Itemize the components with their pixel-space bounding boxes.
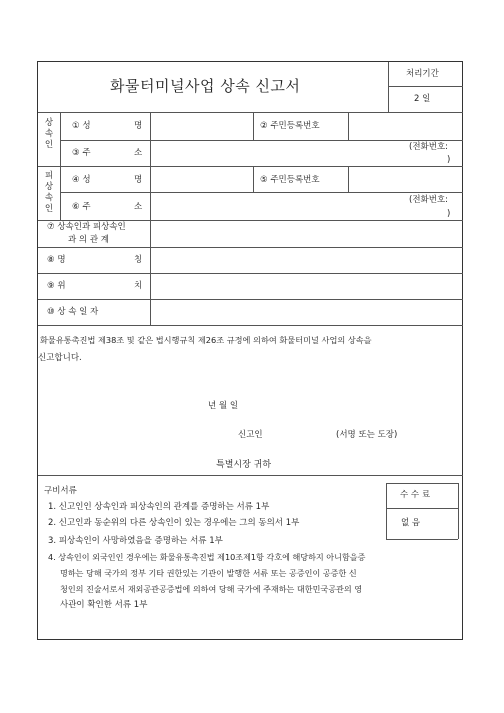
divider bbox=[38, 247, 463, 248]
heir-phone-close: ) bbox=[447, 155, 451, 165]
date-line: 년 월 일 bbox=[208, 401, 239, 411]
relation-label-line2: 과 의 관 계 bbox=[68, 235, 109, 245]
deceased-id-label: ⑤ 주민등록번호 bbox=[260, 175, 320, 185]
required-doc-item: 사관이 확인한 서류 1부 bbox=[60, 600, 148, 610]
divider bbox=[60, 192, 463, 193]
relation-label-line1: ⑦ 상속인과 피상속인 bbox=[47, 222, 126, 232]
divider bbox=[38, 273, 463, 274]
heir-phone-label: (전화번호: bbox=[409, 142, 449, 152]
location-label-end: 치 bbox=[134, 281, 143, 291]
deceased-address-label-end: 소 bbox=[134, 202, 143, 212]
fee-label: 수 수 료 bbox=[400, 490, 431, 500]
recipient-label: 특별시장 귀하 bbox=[216, 460, 272, 470]
heir-address-label-end: 소 bbox=[134, 148, 143, 158]
heir-id-label: ② 주민등록번호 bbox=[260, 121, 320, 131]
divider bbox=[386, 483, 458, 484]
required-doc-item: 4. 상속인이 외국인인 경우에는 화물유통촉진법 제10조제1항 각호에 해당하지 아니함을증 bbox=[48, 552, 366, 562]
required-doc-item: 1. 신고인인 상속인과 피상속인의 관계를 증명하는 서류 1부 bbox=[48, 502, 270, 512]
divider bbox=[38, 220, 463, 221]
declarant-label: 신고인 bbox=[238, 430, 263, 440]
required-doc-item: 청인의 진술서로서 재외공관공증법에 의하여 당해 국가에 주재하는 대한민국공관의 영 bbox=[60, 584, 363, 594]
divider bbox=[38, 475, 463, 476]
deceased-address-label: ⑥ 주 bbox=[72, 202, 91, 212]
divider bbox=[386, 483, 387, 539]
divider bbox=[386, 539, 458, 540]
divider bbox=[38, 325, 463, 326]
divider bbox=[38, 112, 463, 113]
location-label: ⑨ 위 bbox=[47, 281, 66, 291]
divider bbox=[388, 86, 463, 87]
declaration-line2: 신고합니다. bbox=[38, 353, 82, 363]
divider bbox=[60, 140, 463, 141]
divider bbox=[348, 112, 349, 140]
required-doc-item: 3. 피상속인이 사망하였음을 증명하는 서류 1부 bbox=[48, 536, 223, 546]
divider bbox=[60, 112, 61, 220]
divider bbox=[348, 166, 349, 192]
heir-section-label: 상속인 bbox=[44, 118, 54, 150]
divider bbox=[38, 166, 463, 167]
inheritance-date-label: ⑩ 상 속 일 자 bbox=[47, 307, 99, 317]
divider bbox=[458, 483, 459, 539]
declaration-line1: 화물유통촉진법 제38조 및 같은 법시행규칙 제26조 규정에 의하여 화물터미널 사업의 상속을 bbox=[40, 335, 372, 345]
heir-name-label: ① 성 bbox=[72, 121, 91, 131]
processing-period-value: 2 일 bbox=[414, 94, 431, 104]
heir-address-label: ③ 주 bbox=[72, 148, 91, 158]
deceased-phone-label: (전화번호: bbox=[409, 195, 449, 205]
required-doc-item: 2. 신고인과 동순위의 다른 상속인이 있는 경우에는 그의 동의서 1부 bbox=[48, 518, 300, 528]
processing-period-label: 처리기간 bbox=[406, 69, 439, 79]
heir-name-label-end: 명 bbox=[134, 121, 143, 131]
divider bbox=[38, 299, 463, 300]
deceased-name-label: ④ 성 bbox=[72, 175, 91, 185]
business-name-label: ⑧ 명 bbox=[47, 255, 66, 265]
fee-value: 없 음 bbox=[401, 518, 421, 528]
required-doc-item: 명하는 당해 국가의 정부 기타 권한있는 기관이 발행한 서류 또는 공증인이 공증한 신 bbox=[60, 568, 357, 578]
deceased-section-label: 피상속인 bbox=[44, 171, 54, 214]
divider bbox=[150, 112, 151, 325]
divider bbox=[253, 112, 254, 140]
divider bbox=[386, 508, 458, 509]
deceased-phone-close: ) bbox=[447, 209, 451, 219]
signature-label: (서명 또는 도장) bbox=[336, 430, 398, 440]
form-title: 화물터미널사업 상속 신고서 bbox=[110, 77, 301, 95]
required-docs-heading: 구비서류 bbox=[44, 486, 77, 496]
deceased-name-label-end: 명 bbox=[134, 175, 143, 185]
report-form bbox=[37, 61, 463, 640]
divider bbox=[388, 62, 389, 112]
business-name-label-end: 칭 bbox=[134, 255, 143, 265]
divider bbox=[253, 166, 254, 192]
